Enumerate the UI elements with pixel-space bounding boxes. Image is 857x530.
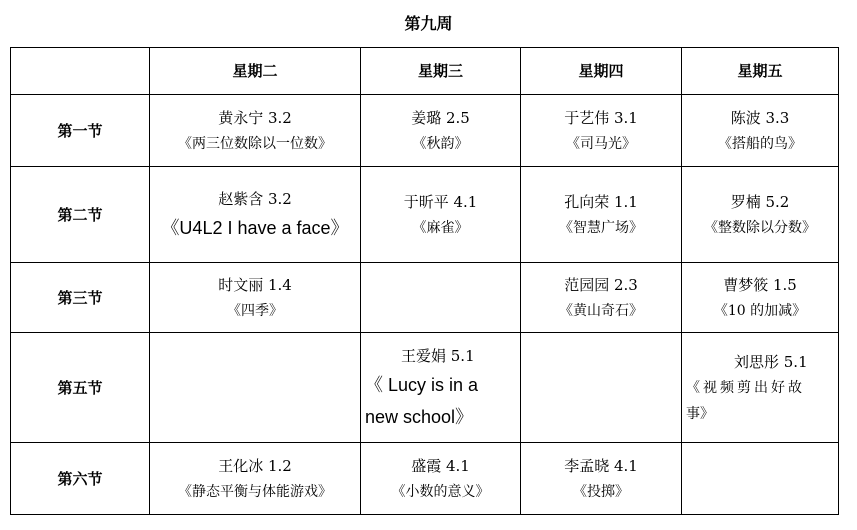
period-label: 第六节 <box>11 443 150 515</box>
header-row <box>11 48 839 95</box>
lesson-title: 《10 的加减》 <box>713 302 807 319</box>
table-row <box>11 443 839 515</box>
schedule-cell <box>150 263 361 333</box>
page-title: 第九周 <box>404 14 453 33</box>
teacher-label: 黄永宁 3.2 <box>218 108 292 127</box>
schedule-cell-empty <box>682 443 839 515</box>
schedule-cell <box>682 263 839 333</box>
lesson-title: 《小数的意义》 <box>391 483 490 500</box>
table-row <box>11 263 839 333</box>
schedule-cell <box>682 333 839 443</box>
period-label: 第五节 <box>11 333 150 443</box>
lesson-title-line-2: new school》 <box>365 406 474 427</box>
header-thursday: 星期四 <box>521 48 682 95</box>
schedule-cell <box>361 443 521 515</box>
teacher-label: 王爱娟 5.1 <box>401 346 475 365</box>
teacher-label: 姜璐 2.5 <box>411 108 470 127</box>
teacher-label: 赵紫含 3.2 <box>218 189 292 208</box>
schedule-cell-empty <box>150 333 361 443</box>
teacher-label: 盛霞 4.1 <box>411 456 470 475</box>
schedule-cell <box>150 167 361 263</box>
teacher-label: 于昕平 4.1 <box>403 192 478 211</box>
teacher-label: 陈波 3.3 <box>730 108 790 127</box>
schedule-cell <box>521 167 682 263</box>
schedule-cell <box>521 443 682 515</box>
teacher-label: 罗楠 5.2 <box>730 192 790 211</box>
teacher-label: 李孟晓 4.1 <box>564 456 638 475</box>
header-tuesday: 星期二 <box>150 48 361 95</box>
schedule-table <box>10 47 839 515</box>
period-label: 第一节 <box>11 95 150 167</box>
schedule-cell <box>521 95 682 167</box>
teacher-label: 范园园 2.3 <box>564 275 638 294</box>
table-row <box>11 167 839 263</box>
table-row <box>11 95 839 167</box>
schedule-cell <box>682 167 839 263</box>
teacher-label: 刘思彤 5.1 <box>734 352 808 371</box>
lesson-title: 《U4L2 I have a face》 <box>161 217 349 238</box>
lesson-title-line-1: 《视频剪出好故 <box>686 379 805 396</box>
lesson-title: 《司马光》 <box>566 135 636 152</box>
schedule-cell <box>150 95 361 167</box>
lesson-title: 《投掷》 <box>573 483 629 500</box>
schedule-cell <box>361 333 521 443</box>
teacher-label: 时文丽 1.4 <box>218 275 292 294</box>
lesson-title: 《黄山奇石》 <box>559 302 643 319</box>
schedule-cell-empty <box>361 263 521 333</box>
schedule-cell <box>361 167 521 263</box>
lesson-title: 《整数除以分数》 <box>704 219 816 236</box>
teacher-label: 孔向荣 1.1 <box>564 192 638 211</box>
lesson-title: 《秋韵》 <box>412 135 469 152</box>
teacher-label: 王化冰 1.2 <box>218 456 292 475</box>
schedule-cell <box>682 95 839 167</box>
lesson-title: 《静态平衡与体能游戏》 <box>178 483 332 500</box>
schedule-cell <box>521 263 682 333</box>
lesson-title: 《两三位数除以一位数》 <box>178 135 332 152</box>
schedule-cell <box>150 443 361 515</box>
lesson-title: 《智慧广场》 <box>559 219 643 236</box>
teacher-label: 曹梦筱 1.5 <box>723 275 797 294</box>
lesson-title: 《麻雀》 <box>412 219 469 236</box>
header-wednesday: 星期三 <box>361 48 521 95</box>
period-label: 第三节 <box>11 263 150 333</box>
lesson-title-line-2: 事》 <box>686 405 714 422</box>
header-friday: 星期五 <box>682 48 839 95</box>
header-corner <box>11 48 150 95</box>
table-row <box>11 333 839 443</box>
period-label: 第二节 <box>11 167 150 263</box>
schedule-cell <box>361 95 521 167</box>
lesson-title-line-1: 《 Lucy is in a <box>365 374 479 395</box>
lesson-title: 《四季》 <box>227 302 283 319</box>
teacher-label: 于艺伟 3.1 <box>564 108 638 127</box>
lesson-title: 《搭船的鸟》 <box>718 135 802 152</box>
schedule-cell-empty <box>521 333 682 443</box>
